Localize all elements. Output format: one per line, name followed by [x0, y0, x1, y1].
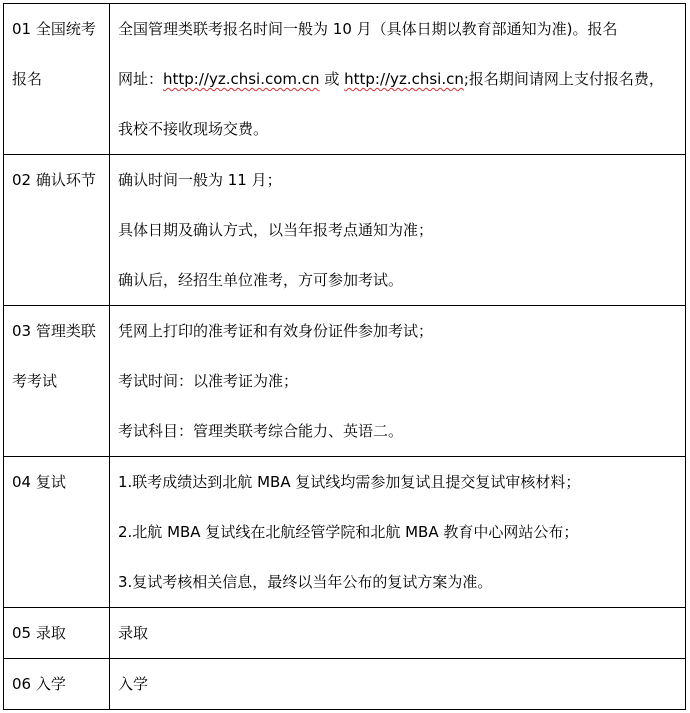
- table-row-enrollment: [4, 659, 686, 710]
- step-label-cell: [4, 659, 110, 710]
- content-line: 凭网上打印的准考证和有效身份证件参加考试；: [118, 322, 434, 340]
- table-row-confirmation: [4, 155, 686, 306]
- or-text: 或: [319, 70, 345, 88]
- registration-url-link-2[interactable]: http://yz.chsi.cn: [344, 70, 464, 88]
- table-row-admission: [4, 608, 686, 659]
- step-label-cell: [4, 155, 110, 306]
- step-content-cell: [110, 608, 686, 659]
- step-label: 01 全国统考: [12, 20, 96, 38]
- step-label-cell: [4, 608, 110, 659]
- content-line: 1.联考成绩达到北航 MBA 复试线均需参加复试且提交复试审核材料；: [118, 473, 581, 491]
- step-label-cell: [4, 4, 110, 155]
- registration-url-link-1[interactable]: http://yz.chsi.com.cn: [163, 70, 320, 88]
- table-row-exam: [4, 306, 686, 457]
- step-label: 05 录取: [12, 624, 66, 642]
- content-line: 3.复试考核相关信息，最终以当年公布的复试方案为准。: [118, 573, 493, 591]
- table-row-registration: [4, 4, 686, 155]
- step-label-cell: [4, 457, 110, 608]
- step-content-cell: [110, 4, 686, 155]
- content-line: 入学: [118, 675, 149, 693]
- step-label-cont: 考考试: [12, 372, 58, 390]
- content-line-urls: [118, 54, 677, 104]
- admission-process-table: [3, 3, 686, 710]
- step-label-cont: 报名: [12, 70, 43, 88]
- step-content-cell: [110, 306, 686, 457]
- step-content-cell: [110, 659, 686, 710]
- content-line: 确认后，经招生单位准考，方可参加考试。: [118, 271, 404, 289]
- content-line: 我校不接收现场交费。: [118, 120, 269, 138]
- table-row-retest: [4, 457, 686, 608]
- step-label: 06 入学: [12, 675, 66, 693]
- payment-note: ;报名期间请网上支付报名费，: [463, 70, 664, 88]
- content-line: 考试时间：以准考证为准；: [118, 372, 299, 390]
- step-label: 02 确认环节: [12, 171, 96, 189]
- step-label-cell: [4, 306, 110, 457]
- content-line: 确认时间一般为 11 月；: [118, 171, 282, 189]
- content-line: 考试科目：管理类联考综合能力、英语二。: [118, 422, 404, 440]
- content-line: 2.北航 MBA 复试线在北航经管学院和北航 MBA 教育中心网站公布；: [118, 523, 579, 541]
- content-line: 全国管理类联考报名时间一般为 10 月（具体日期以教育部通知为准)。报名: [118, 20, 618, 38]
- content-line: 录取: [118, 624, 149, 642]
- step-label: 03 管理类联: [12, 322, 96, 340]
- step-content-cell: [110, 457, 686, 608]
- content-line: 具体日期及确认方式，以当年报考点通知为准；: [118, 221, 434, 239]
- step-label: 04 复试: [12, 473, 66, 491]
- step-content-cell: [110, 155, 686, 306]
- url-label: 网址：: [118, 70, 164, 88]
